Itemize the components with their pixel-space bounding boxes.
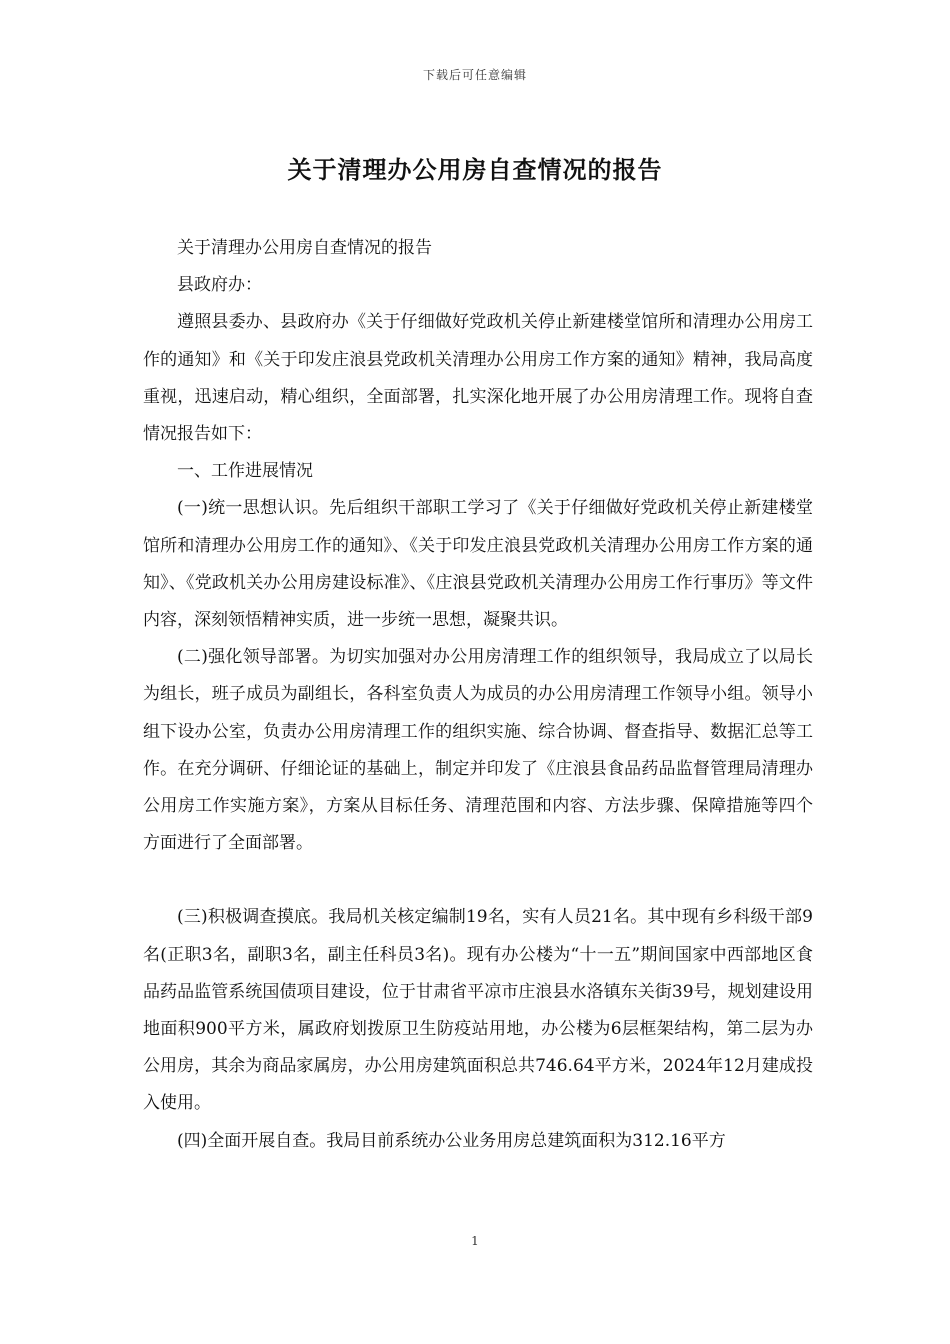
page-number: 1 [471, 1234, 479, 1248]
document-body [143, 230, 813, 1160]
header-note: 下载后可任意编辑 [422, 68, 527, 82]
paragraph-subtitle: 关于清理办公用房自查情况的报告 [177, 238, 432, 258]
paragraph-addressee: 县政府办： [177, 275, 262, 296]
paragraph-item-4: (四)全面开展自查。我局目前系统办公业务用房总建筑面积为312.16平方 [177, 1130, 726, 1151]
paragraph-item-1: (一)统一思想认识。先后组织干部职工学习了《关于仔细做好党政机关停止新建楼堂馆所和清理办公用房工作的通知》、《关于印发庄浪县党政机关清理办公用房工作方案的通知》、《党政机关办公用房建设标准》、《庄浪县党政机关清理办公用房工作行事历》等文件内容，深刻领悟精神实质，进一步统一思想，凝聚共识。 [143, 498, 813, 631]
section-heading-progress: 一、工作进展情况 [177, 461, 313, 482]
paragraph-intro: 遵照县委办、县政府办《关于仔细做好党政机关停止新建楼堂馆所和清理办公用房工作的通知》和《关于印发庄浪县党政机关清理办公用房工作方案的通知》精神，我局高度重视，迅速启动，精心组织，全面部署，扎实深化地开展了办公用房清理工作。现将自查情况报告如下： [143, 312, 813, 445]
document-title: 关于清理办公用房自查情况的报告 [287, 155, 663, 184]
paragraph-item-3: (三)积极调查摸底。我局机关核定编制19名，实有人员21名。其中现有乡科级干部9名(正职3名，副职3名，副主任科员3名)。现有办公楼为“十一五”期间国家中西部地区食品药品监管系统国债项目建设，位于甘肃省平凉市庄浪县水洛镇东关街39号，规划建设用地面积900平方米，属政府划拨原卫生防疫站用地，办公楼为6层框架结构，第二层为办公用房，其余为商品家属房，办公用房建筑面积总共746.64平方米，2024年12月建成投入使用。 [143, 907, 813, 1114]
paragraph-item-2: (二)强化领导部署。为切实加强对办公用房清理工作的组织领导，我局成立了以局长为组长，班子成员为副组长，各科室负责人为成员的办公用房清理工作领导小组。领导小组下设办公室，负责办公用房清理工作的组织实施、综合协调、督查指导、数据汇总等工作。在充分调研、仔细论证的基础上，制定并印发了《庄浪县食品药品监督管理局清理办公用房工作实施方案》，方案从目标任务、清理范围和内容、方法步骤、保障措施等四个方面进行了全面部署。 [143, 647, 813, 854]
